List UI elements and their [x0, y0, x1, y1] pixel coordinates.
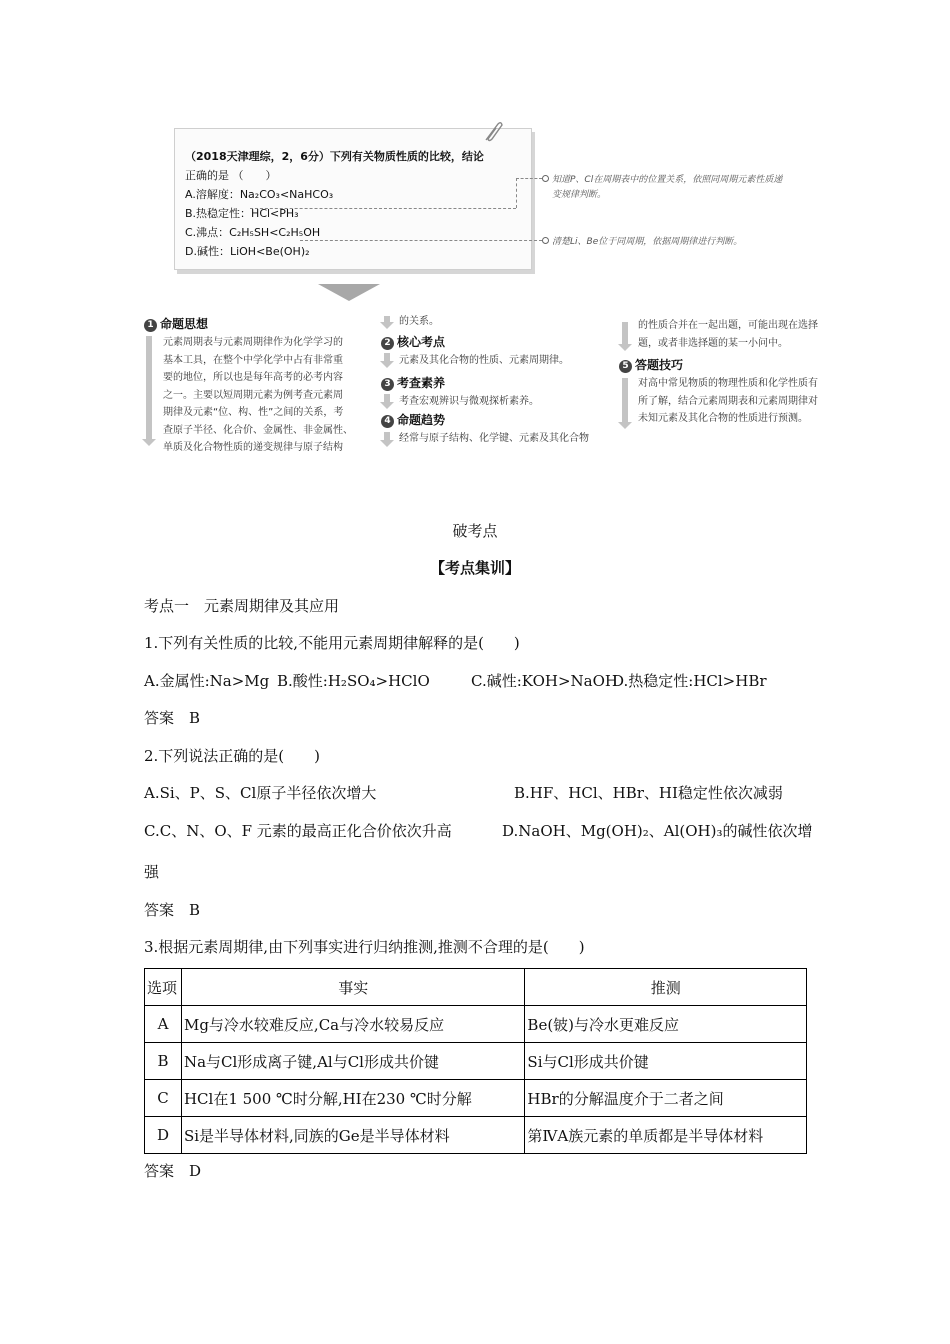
- table-row: [145, 1006, 807, 1043]
- table-cell: 第ⅣA族元素的单质都是半导体材料: [525, 1117, 807, 1154]
- q2-option-a: A.Si、P、S、Cl原子半径依次增大: [144, 784, 377, 802]
- question-line-2: 正确的是 （ ）: [185, 169, 277, 182]
- section-text-5: 对高中常见物质的物理性质和化学性质有 所了解，结合元素周期表和元素周期律对 未知元素及其化合物的性质进行预测。: [638, 378, 818, 424]
- connector-line: [250, 208, 516, 209]
- table-cell: Si与Cl形成共价键: [525, 1043, 807, 1080]
- section-text-1: 元素周期表与元素周期律作为化学学习的 基本工具，在整个中学化学中占有非常重 要的地位，所以也是每年高考的必考内容 之一。主要以短周期元素为例考查元素周 期律及元素“位、构、性”之间的关系，考 查原子半径、化合价、金属性、非金属性、 单质及化合物性质的递变规律与原子结构: [163, 337, 353, 453]
- q3-answer: 答案 D: [144, 1162, 202, 1180]
- connector-dot: [542, 237, 549, 244]
- down-arrow-icon: [384, 394, 390, 402]
- table-header: 事实: [181, 969, 524, 1006]
- page-title: 破考点: [452, 522, 498, 540]
- step-number-5: 5: [619, 360, 632, 373]
- q3-table: [144, 968, 807, 1154]
- section-heading-1: 1 命题思想: [144, 315, 208, 332]
- question-option-a: A.溶解度：Na₂CO₃<NaHCO₃: [185, 188, 334, 201]
- question-card: [174, 128, 532, 270]
- table-cell: HBr的分解温度介于二者之间: [525, 1080, 807, 1117]
- paperclip-icon: [480, 120, 504, 144]
- q1-option-c: C.碱性:KOH>NaOH: [471, 672, 618, 690]
- q1-option-b: B.酸性:H₂SO₄>HClO: [277, 672, 430, 690]
- q2-option-d: D.NaOH、Mg(OH)₂、Al(OH)₃的碱性依次增: [502, 822, 813, 840]
- down-arrow-icon: [384, 432, 390, 440]
- section-heading-4: 4 命题趋势: [381, 411, 445, 428]
- q1-option-a: A.金属性:Na>Mg: [144, 672, 270, 690]
- down-arrow-icon: [146, 336, 152, 439]
- section-text-4: 经常与原子结构、化学键、元素及其化合物: [399, 433, 589, 444]
- connector-line: [300, 240, 542, 241]
- down-arrow-icon: [622, 378, 628, 422]
- down-arrow-icon: [622, 322, 628, 344]
- section-text-3: 考查宏观辨识与微观探析素养。: [399, 396, 539, 407]
- question-line-1: （2018天津理综，2，6分）下列有关物质性质的比较，结论: [185, 150, 484, 163]
- connector-line: [516, 178, 542, 179]
- question-option-c: C.沸点：C₂H₅SH<C₂H₅OH: [185, 226, 321, 239]
- q2-option-d-cont: 强: [144, 863, 160, 881]
- note-1: 知道P、Cl在周期表中的位置关系，依照同周期元素性质递: [552, 175, 783, 185]
- page-subtitle: 【考点集训】: [429, 559, 520, 577]
- q1-answer: 答案 B: [144, 709, 201, 727]
- question-option-d: D.碱性：LiOH<Be(OH)₂: [185, 245, 310, 258]
- table-cell: Na与Cl形成离子键,Al与Cl形成共价键: [181, 1043, 524, 1080]
- step-number-2: 2: [381, 337, 394, 350]
- step-number-4: 4: [381, 415, 394, 428]
- step-number-3: 3: [381, 378, 394, 391]
- table-cell: C: [145, 1080, 182, 1117]
- table-row: [145, 1080, 807, 1117]
- table-header: 推测: [525, 969, 807, 1006]
- table-row: [145, 1043, 807, 1080]
- q1-stem: 1.下列有关性质的比较,不能用元素周期律解释的是( ): [144, 634, 520, 652]
- step-number-1: 1: [144, 319, 157, 332]
- q3-stem: 3.根据元素周期律,由下列事实进行归纳推测,推测不合理的是( ): [144, 938, 585, 956]
- q2-option-c: C.C、N、O、F 元素的最高正化合价依次升高: [144, 822, 452, 840]
- table-cell: A: [145, 1006, 182, 1043]
- q1-option-d: D.热稳定性:HCl>HBr: [612, 672, 767, 690]
- q2-option-b: B.HF、HCl、HBr、HI稳定性依次减弱: [514, 784, 783, 802]
- section-title: 考点一 元素周期律及其应用: [144, 597, 340, 615]
- table-cell: Be(铍)与冷水更难反应: [525, 1006, 807, 1043]
- table-cell: HCl在1 500 ℃时分解,HI在230 ℃时分解: [181, 1080, 524, 1117]
- section-heading-3: 3 考查素养: [381, 374, 445, 391]
- section-heading-5: 5 答题技巧: [619, 356, 683, 373]
- down-arrow-icon: [384, 316, 390, 322]
- note-2: 清楚Li、Be位于同周期，依据周期律进行判断。: [552, 237, 743, 247]
- q2-stem: 2.下列说法正确的是( ): [144, 747, 321, 765]
- table-cell: B: [145, 1043, 182, 1080]
- section-text-4-cont: 的性质合并在一起出题，可能出现在选择 题，或者非选择题的某一小问中。: [638, 320, 818, 349]
- section-text-1-cont: 的关系。: [399, 316, 439, 327]
- down-triangle-icon: [318, 284, 380, 301]
- connector-dot: [542, 175, 549, 182]
- section-text-2: 元素及其化合物的性质、元素周期律。: [399, 355, 569, 366]
- table-header: 选项: [145, 969, 182, 1006]
- down-arrow-icon: [384, 353, 390, 361]
- note-1-cont: 变规律判断。: [552, 190, 607, 200]
- section-heading-2: 2 核心考点: [381, 333, 445, 350]
- table-cell: Si是半导体材料,同族的Ge是半导体材料: [181, 1117, 524, 1154]
- table-cell: D: [145, 1117, 182, 1154]
- connector-line: [516, 178, 517, 208]
- question-option-b: B.热稳定性：HCl<PH₃: [185, 207, 299, 220]
- table-cell: Mg与冷水较难反应,Ca与冷水较易反应: [181, 1006, 524, 1043]
- q2-answer: 答案 B: [144, 901, 201, 919]
- table-header-row: [145, 969, 807, 1006]
- table-row: [145, 1117, 807, 1154]
